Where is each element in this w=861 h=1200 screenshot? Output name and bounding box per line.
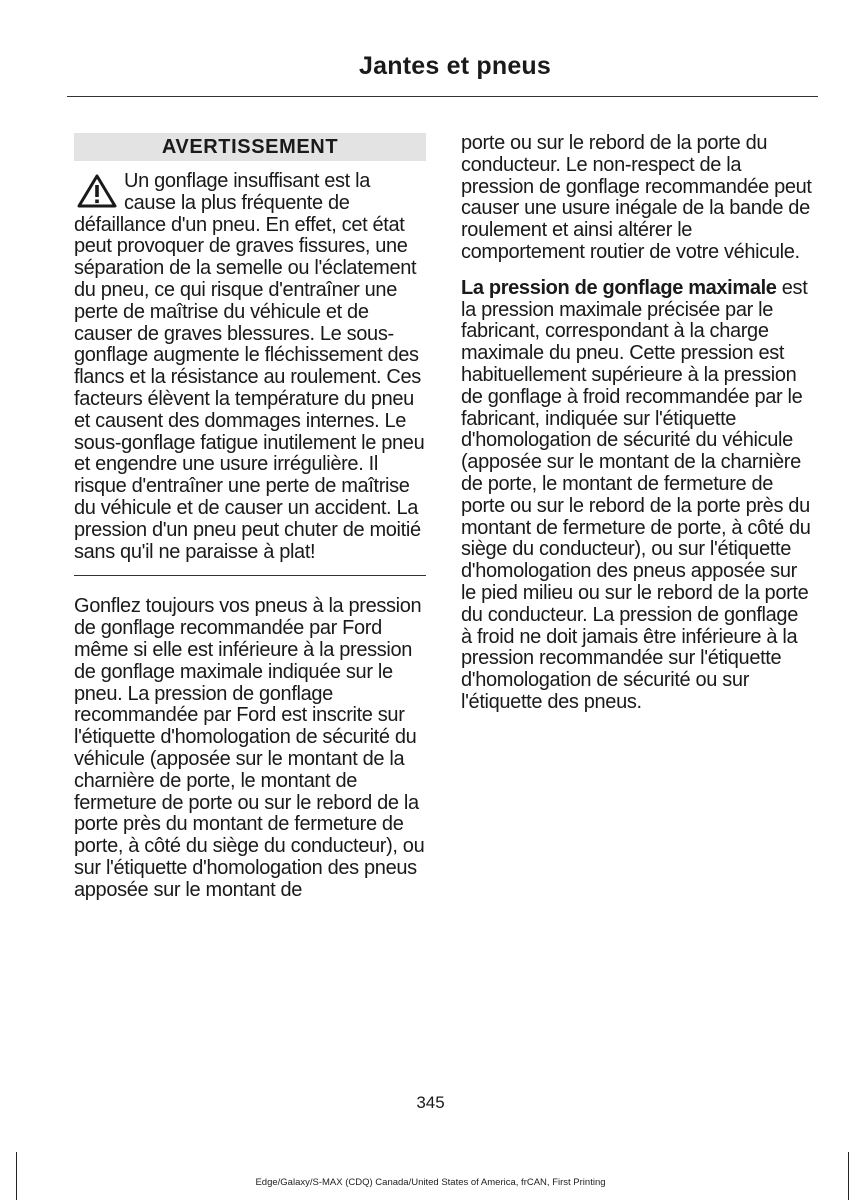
defined-term: La pression de gonflage maximale (461, 276, 777, 299)
page-title: Jantes et pneus (359, 52, 551, 80)
body-paragraph-1-continued: porte ou sur le rebord de la porte du conducteur. Le non-respect de la pression de gonflage recommandée peut causer une usure inégale de la bande de roulement et ainsi altérer le comportement routier de votre véhicule. (461, 132, 812, 263)
body-paragraph-2-text: est la pression maximale précisée par le fabricant, correspondant à la charge maximale du pneu. Cette pression est habituellement supérieure à la pression de gonflage à froid recommandée par le fabricant, indiquée sur l'étiquette d'homologation de sécurité du véhicule (apposée sur le montant de la charnière de porte, le montant de fermeture de porte ou sur le rebord de la porte près du montant de fermeture de porte, à côté du siège du conducteur), ou sur l'étiquette d'homologation des pneus apposée sur le pied milieu ou sur le rebord de la porte du conducteur. La pression de gonflage à froid ne doit jamais être inférieure à la pression recommandée sur l'étiquette d'homologation de sécurité ou sur l'étiquette des pneus. (461, 276, 811, 713)
warning-box (74, 171, 426, 563)
warning-divider (74, 575, 426, 576)
left-column (74, 133, 426, 916)
crop-mark-right (848, 1152, 849, 1200)
body-paragraph-1: Gonflez toujours vos pneus à la pression de gonflage recommandée par Ford même si elle est inférieure à la pression de gonflage maximale indiquée sur le pneu. La pression de gonflage recommandée par Ford est inscrite sur l'étiquette d'homologation de sécurité du véhicule (apposée sur le montant de la charnière de porte, le montant de fermeture de porte ou sur le rebord de la porte près du montant de fermeture de porte, à côté du siège du conducteur), ou sur l'étiquette d'homologation des pneus apposée sur le montant de (74, 595, 425, 901)
warning-text: Un gonflage insuffisant est la cause la plus fréquente de défaillance d'un pneu. En effet, cet état peut provoquer de graves fissures, une séparation de la semelle ou l'éclatement du pneu, ce qui risque d'entraîner une perte de maîtrise du véhicule et de causer de graves blessures. Le sous-gonflage augmente le fléchissement des flancs et la résistance au roulement. Ces facteurs élèvent la température du pneu et causent des dommages internes. Le sous-gonflage fatigue inutilement le pneu et engendre une usure irrégulière. Il risque d'entraîner une perte de maîtrise du véhicule et de causer un accident. La pression d'un pneu peut chuter de moitié sans qu'il ne paraisse à plat! (74, 170, 425, 563)
page-number: 345 (416, 1093, 445, 1112)
header-divider (67, 96, 818, 97)
footer-text: Edge/Galaxy/S-MAX (CDQ) Canada/United States of America, frCAN, First Printing (255, 1177, 606, 1188)
warning-triangle-icon (76, 173, 118, 209)
crop-mark-left (16, 1152, 17, 1200)
right-column (461, 133, 813, 728)
warning-heading: AVERTISSEMENT (74, 133, 426, 161)
body-paragraph-2 (461, 278, 813, 714)
